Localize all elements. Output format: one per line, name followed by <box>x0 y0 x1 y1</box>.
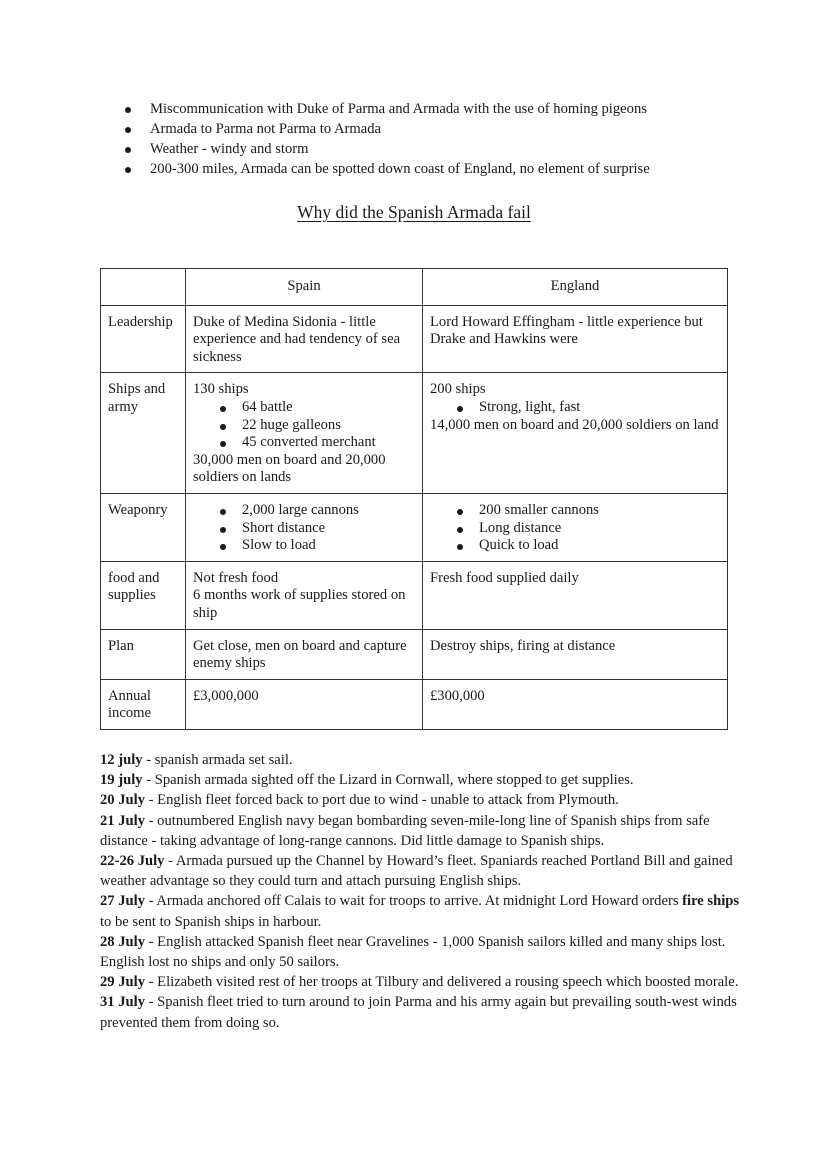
row-label: Plan <box>101 629 186 679</box>
timeline-text: - Elizabeth visited rest of her troops at Tilbury and delivered a rousing speech which boosted morale. <box>145 974 739 991</box>
list-item-text: Armada to Parma not Parma to Armada <box>150 121 382 137</box>
timeline-text: - spanish armada set sail. <box>142 752 293 768</box>
bullet-icon <box>220 509 226 515</box>
list-item-text: Miscommunication with Duke of Parma and Armada with the use of homing pigeons <box>150 101 647 117</box>
list-item-text: Slow to load <box>242 537 316 554</box>
timeline-text: - Armada anchored off Calais to wait for troops to arrive. At midnight Lord Howard orders <box>145 893 683 910</box>
list-item <box>193 537 416 555</box>
list-item <box>193 417 416 435</box>
timeline-date: 22-26 July <box>100 853 165 870</box>
timeline-entry <box>100 851 740 891</box>
timeline-text: - Spanish fleet tried to turn around to join Parma and his army again but prevailing south-west winds prevented them from doing so. <box>100 994 737 1031</box>
cell-list <box>193 399 416 452</box>
cell-text: 200 ships <box>430 381 486 398</box>
bullet-icon <box>220 424 226 430</box>
list-item <box>100 139 740 159</box>
bullet-icon <box>220 406 226 412</box>
spain-cell: Get close, men on board and capture enemy ships <box>186 629 423 679</box>
list-item-text: Short distance <box>242 519 326 536</box>
england-cell: Lord Howard Effingham - little experience but Drake and Hawkins were <box>423 305 728 373</box>
list-item <box>193 502 416 520</box>
timeline-date: 20 July <box>100 792 146 809</box>
bullet-icon <box>220 544 226 550</box>
header-england: England <box>423 269 728 306</box>
cell-list <box>430 502 721 555</box>
list-item <box>430 399 721 417</box>
bullet-icon <box>220 441 226 447</box>
spain-cell: £3,000,000 <box>186 679 423 729</box>
list-item-text: 64 battle <box>242 398 293 415</box>
bullet-icon <box>457 509 463 515</box>
header-spain: Spain <box>186 269 423 306</box>
table-row-leadership <box>101 305 728 373</box>
spain-cell <box>186 373 423 494</box>
timeline-date: 28 July <box>100 933 146 950</box>
list-item-text: Strong, light, fast <box>479 398 581 415</box>
list-item <box>193 434 416 452</box>
table-row-food <box>101 561 728 629</box>
list-item-text: 200-300 miles, Armada can be spotted down coast of England, no element of surprise <box>150 161 650 177</box>
header-empty <box>101 269 186 306</box>
bullet-icon <box>125 147 131 153</box>
bullet-icon <box>457 544 463 550</box>
list-item-text: 2,000 large cannons <box>242 501 359 518</box>
list-item-text: Weather - windy and storm <box>150 141 309 157</box>
row-label: Leadership <box>101 305 186 373</box>
table-row-income <box>101 679 728 729</box>
row-label: Annual income <box>101 679 186 729</box>
timeline-text: - outnumbered English navy began bombarding seven-mile-long line of Spanish ships from safe distance - taking advantage of long-range cannons. Did little damage to Spanish ships. <box>100 812 710 849</box>
england-cell <box>423 493 728 561</box>
timeline <box>100 750 740 1033</box>
cell-list <box>193 502 416 555</box>
timeline-text: - Spanish armada sighted off the Lizard in Cornwall, where stopped to get supplies. <box>142 772 634 789</box>
spain-cell: Duke of Medina Sidonia - little experience and had tendency of sea sickness <box>186 305 423 373</box>
england-cell: Fresh food supplied daily <box>423 561 728 629</box>
england-cell: Destroy ships, firing at distance <box>423 629 728 679</box>
list-item-text: 200 smaller cannons <box>479 501 599 518</box>
section-title: Why did the Spanish Armada fail <box>297 202 531 222</box>
list-item <box>193 399 416 417</box>
list-item <box>100 159 740 179</box>
england-cell <box>423 373 728 494</box>
bullet-icon <box>220 527 226 533</box>
table-row-weaponry <box>101 493 728 561</box>
timeline-text: - English attacked Spanish fleet near Gravelines - 1,000 Spanish sailors killed and many ships lost. English lost no ships and only 50 sailors. <box>100 933 726 971</box>
england-cell: £300,000 <box>423 679 728 729</box>
list-item-text: 45 converted merchant <box>242 434 376 451</box>
timeline-text: - English fleet forced back to port due to wind - unable to attack from Plymouth. <box>145 792 619 809</box>
reasons-list <box>100 99 740 179</box>
timeline-date: 29 July <box>100 974 146 991</box>
timeline-text: to be sent to Spanish ships in harbour. <box>100 913 322 930</box>
cell-text: 14,000 men on board and 20,000 soldiers on land <box>430 416 719 433</box>
row-label: food and supplies <box>101 561 186 629</box>
bullet-icon <box>457 527 463 533</box>
cell-text: 6 months work of supplies stored on ship <box>193 587 406 621</box>
bullet-icon <box>457 406 463 412</box>
row-label: Ships and army <box>101 373 186 494</box>
table-header-row <box>101 269 728 306</box>
spain-cell <box>186 493 423 561</box>
timeline-entry <box>100 992 740 1032</box>
list-item <box>430 502 721 520</box>
table-row-plan <box>101 629 728 679</box>
row-label: Weaponry <box>101 493 186 561</box>
list-item-text: Quick to load <box>479 537 559 554</box>
timeline-date: 12 july <box>100 752 143 768</box>
timeline-text: - Armada pursued up the Channel by Howard’s fleet. Spaniards reached Portland Bill and gained weather advantage so they could turn and attach pursuing English ships. <box>100 853 733 890</box>
table-row-ships <box>101 373 728 494</box>
cell-text: Not fresh food <box>193 569 279 586</box>
timeline-entry <box>100 891 740 931</box>
timeline-entry <box>100 750 740 770</box>
timeline-date: 31 July <box>100 994 146 1011</box>
list-item-text: Long distance <box>479 519 562 536</box>
timeline-entry <box>100 972 740 992</box>
timeline-entry <box>100 932 740 972</box>
list-item <box>430 537 721 555</box>
timeline-emphasis: fire ships <box>682 893 740 910</box>
list-item <box>430 520 721 538</box>
timeline-date: 27 July <box>100 893 146 910</box>
bullet-icon <box>125 107 131 113</box>
list-item <box>100 99 740 119</box>
timeline-date: 19 july <box>100 772 143 789</box>
timeline-entry <box>100 790 740 810</box>
list-item <box>193 520 416 538</box>
list-item-text: 22 huge galleons <box>242 416 341 433</box>
cell-list <box>430 399 721 417</box>
cell-text: 30,000 men on board and 20,000 soldiers on lands <box>193 451 386 486</box>
timeline-entry <box>100 811 740 851</box>
timeline-date: 21 July <box>100 812 146 829</box>
bullet-icon <box>125 167 131 173</box>
comparison-table <box>100 268 728 730</box>
timeline-entry <box>100 770 740 790</box>
cell-text: 130 ships <box>193 381 249 398</box>
bullet-icon <box>125 127 131 133</box>
spain-cell <box>186 561 423 629</box>
list-item <box>100 119 740 139</box>
